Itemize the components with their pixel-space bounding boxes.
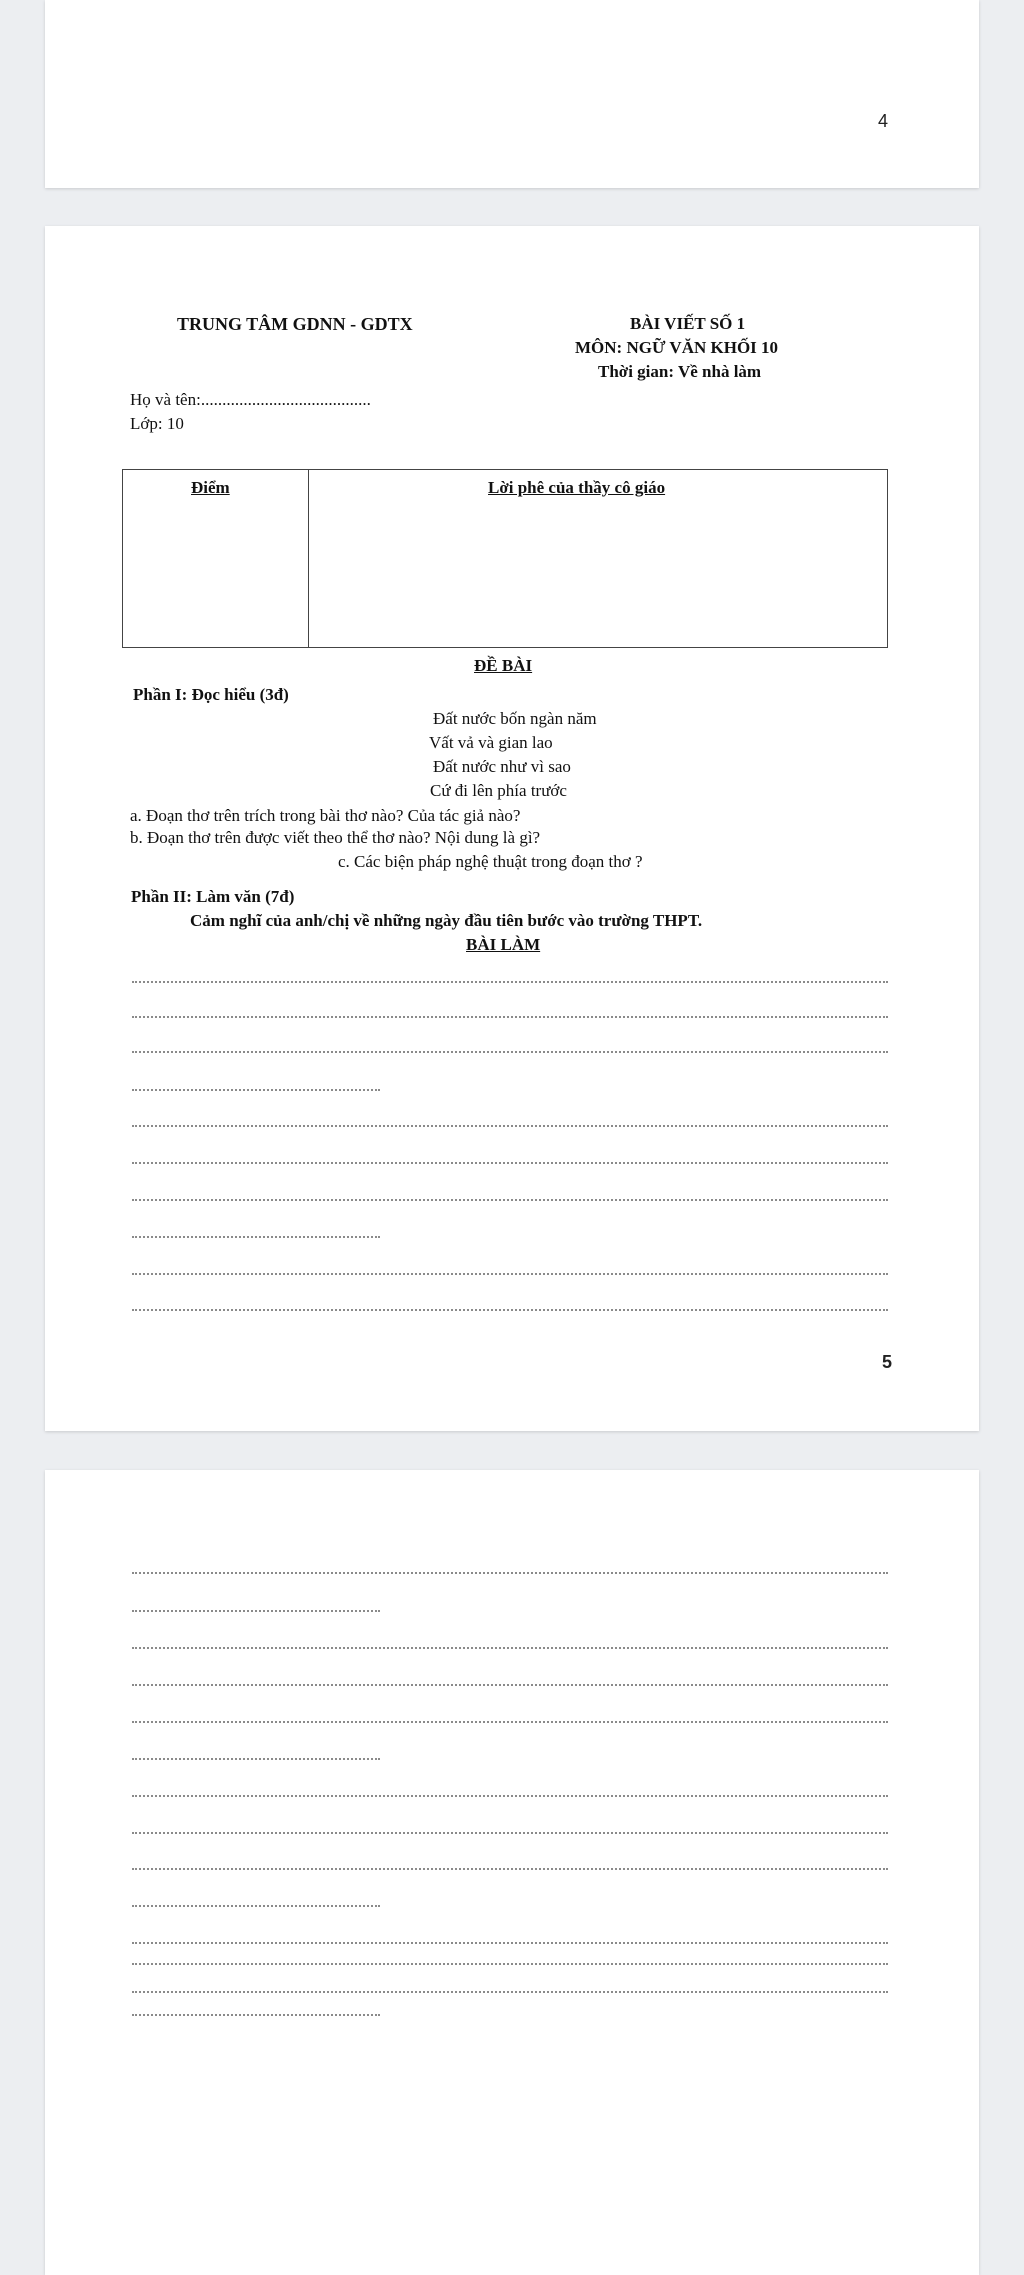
part1-title: Phần I: Đọc hiểu (3đ) [133, 685, 289, 704]
answer-line [132, 1868, 888, 1870]
answer-line [132, 1721, 888, 1723]
page-4 [45, 0, 979, 188]
answer-line [132, 1991, 888, 1993]
answer-line [132, 2014, 380, 2016]
answer-line [132, 1089, 380, 1091]
exam-title: ĐỀ BÀI [474, 656, 533, 675]
question-a: a. Đoạn thơ trên trích trong bài thơ nào? Của tác giả nào? [130, 806, 521, 825]
answer-line [132, 1942, 888, 1944]
score-table [122, 469, 888, 648]
subject-line: MÔN: NGỮ VĂN KHỐI 10 [575, 338, 779, 357]
answer-line [132, 1905, 380, 1907]
answer-line [132, 1963, 888, 1965]
class-field: Lớp: 10 [130, 414, 184, 433]
answer-line [132, 1236, 380, 1238]
answer-line [132, 1162, 888, 1164]
answer-line [132, 1125, 888, 1127]
school-name: TRUNG TÂM GDNN - GDTX [177, 314, 413, 334]
answer-line [132, 1273, 888, 1275]
answer-line [132, 1572, 888, 1574]
time-line: Thời gian: Về nhà làm [598, 362, 762, 381]
poem-line: Đất nước như vì sao [433, 757, 571, 776]
answer-line [132, 1199, 888, 1201]
answer-line [132, 1684, 888, 1686]
assignment-title: BÀI VIẾT SỐ 1 [630, 314, 746, 333]
question-c: c. Các biện pháp nghệ thuật trong đoạn thơ ? [338, 852, 643, 871]
poem-line: Cứ đi lên phía trước [430, 781, 567, 800]
answer-title: BÀI LÀM [466, 935, 541, 954]
answer-line [132, 1795, 888, 1797]
poem-line: Vất vả và gian lao [429, 733, 553, 752]
answer-line [132, 1610, 380, 1612]
part2-title: Phần II: Làm văn (7đ) [131, 887, 295, 906]
page-6 [45, 1470, 979, 2275]
answer-line [132, 1647, 888, 1649]
score-header: Điểm [191, 478, 230, 497]
poem-line: Đất nước bốn ngàn năm [433, 709, 597, 728]
table-divider [308, 470, 309, 647]
answer-line [132, 1051, 888, 1053]
answer-line [132, 981, 888, 983]
page-number: 5 [882, 1352, 893, 1372]
part2-prompt: Cảm nghĩ của anh/chị về những ngày đầu tiên bước vào trường THPT. [190, 911, 703, 930]
answer-line [132, 1758, 380, 1760]
answer-line [132, 1309, 888, 1311]
answer-line [132, 1016, 888, 1018]
answer-line [132, 1832, 888, 1834]
question-b: b. Đoạn thơ trên được viết theo thể thơ nào? Nội dung là gì? [130, 828, 541, 847]
page-number: 4 [878, 111, 889, 131]
comment-header: Lời phê của thầy cô giáo [488, 478, 666, 497]
student-name-field: Họ và tên:........................................ [130, 390, 371, 409]
